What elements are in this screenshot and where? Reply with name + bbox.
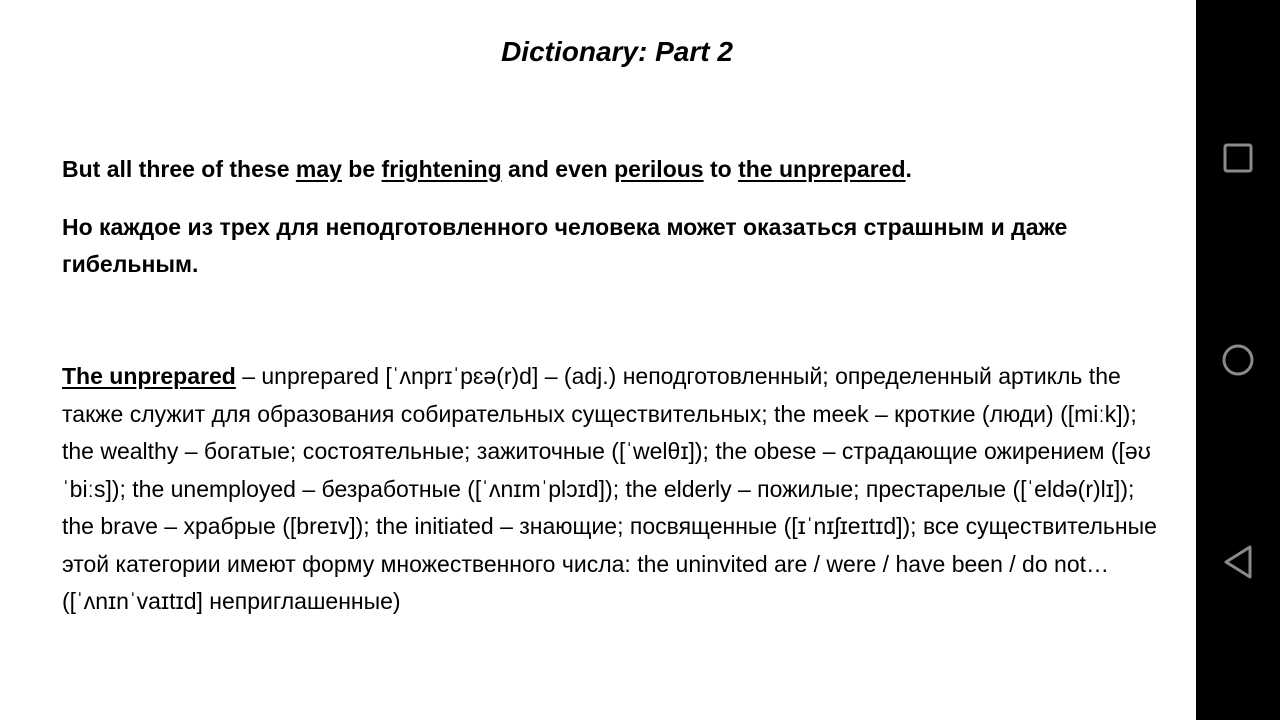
sentence-text: But all three of these	[62, 156, 296, 182]
underlined-word-may: may	[295, 156, 342, 182]
sentence-text: .	[905, 156, 912, 182]
recents-square-icon	[1214, 134, 1262, 182]
english-sentence	[62, 152, 1182, 186]
sentence-text: to	[703, 156, 739, 182]
sentence-text: and even	[501, 156, 615, 182]
back-triangle-icon	[1214, 538, 1262, 586]
underlined-word-the-unprepared: the unprepared	[738, 156, 906, 182]
back-button[interactable]	[1214, 538, 1262, 586]
recents-button[interactable]	[1214, 134, 1262, 182]
entry-headword: The unprepared	[62, 363, 236, 389]
android-navigation-bar	[1196, 0, 1280, 720]
russian-sentence: Но каждое из трех для неподготовленного человека может оказаться страшным и даже гибельным.	[62, 214, 1068, 277]
home-circle-icon	[1214, 336, 1262, 384]
entry-body: – unprepared [ˈʌnprɪˈpɛə(r)d] – (adj.) неподготовленный; определенный артикль the также служит для образования собирательных существительных; the meek – кроткие (люди) ([miːk]); the wealthy – богатые; состоятельные; зажиточные ([ˈwelθɪ]); the obese – страдающие ожирением ([əʊˈbiːs]); the unemployed – безработные ([ˈʌnɪmˈplɔɪd]); the elderly – пожилые; престарелые ([ˈeldə(r)lɪ]); the brave – храбрые ([breɪv]); the initiated – знающие; посвященные ([ɪˈnɪʃɪeɪtɪd]); все существительные этой категории имеют форму множественного числа: the uninvited are / were / have been / do not… ([ˈʌnɪnˈvaɪtɪd] неприглашенные)	[62, 363, 1157, 614]
underlined-word-perilous: perilous	[614, 156, 704, 182]
home-button[interactable]	[1214, 336, 1262, 384]
page-title: Dictionary: Part 2	[501, 36, 733, 67]
dictionary-entry	[62, 358, 1170, 621]
sentence-text: be	[341, 156, 382, 182]
underlined-word-frightening: frightening	[381, 156, 502, 182]
